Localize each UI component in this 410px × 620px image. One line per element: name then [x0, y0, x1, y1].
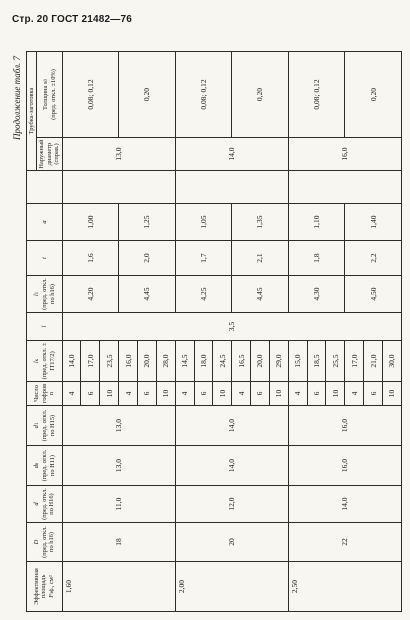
header-a: a	[27, 204, 63, 241]
cell-thick: 0,08; 0,12	[175, 52, 232, 138]
cell-l1: 4,45	[232, 276, 289, 313]
cell-n: 6	[194, 382, 213, 406]
header-t: t	[27, 241, 63, 276]
cell-D: 20	[175, 523, 288, 562]
page-header: Стр. 20 ГОСТ 21482—76	[12, 14, 132, 25]
header-row-1	[27, 52, 37, 612]
cell-lk: 20,0	[251, 341, 270, 382]
cell-l1: 4,25	[175, 276, 232, 313]
cell-D: 18	[62, 523, 175, 562]
cell-d1: 14,0	[175, 406, 288, 446]
cell-lk: 16,0	[119, 341, 138, 382]
cell-n: 4	[232, 382, 251, 406]
cell-n: 4	[119, 382, 138, 406]
cell-n: 10	[213, 382, 232, 406]
cell-l1: 4,50	[345, 276, 402, 313]
cell-blank	[175, 171, 288, 204]
cell-lk: 23,5	[100, 341, 119, 382]
cell-n: 6	[307, 382, 326, 406]
cell-dv: 14,0	[175, 446, 288, 486]
cell-lk: 29,0	[269, 341, 288, 382]
header-D: D (пред. откл. по h16)	[27, 523, 63, 562]
cell-lk: 21,0	[364, 341, 383, 382]
cell-l: 3,5	[62, 313, 401, 341]
header-d: d (пред. откл. по H16)	[27, 486, 63, 523]
cell-blank	[62, 171, 175, 204]
header-d1: d1 (пред. откл. по H15)	[27, 406, 63, 446]
cell-blank	[288, 171, 401, 204]
cell-d1: 13,0	[62, 406, 175, 446]
cell-n: 10	[269, 382, 288, 406]
header-l: l	[27, 313, 63, 341]
cell-t: 1,8	[288, 241, 345, 276]
cell-dv: 16,0	[288, 446, 401, 486]
cell-a: 1,25	[119, 204, 176, 241]
cell-n: 6	[138, 382, 157, 406]
cell-outer: 14,0	[175, 138, 288, 171]
header-area: Эффективная площадь Fэф., см²	[27, 562, 63, 612]
cell-d: 11,0	[62, 486, 175, 523]
cell-thick: 0,08; 0,12	[288, 52, 345, 138]
cell-lk: 18,5	[307, 341, 326, 382]
cell-lk: 25,5	[326, 341, 345, 382]
rotated-table-block	[10, 52, 402, 612]
cell-thick: 0,08; 0,12	[62, 52, 119, 138]
header-n: Число гофров n	[27, 382, 63, 406]
cell-thick: 0,20	[119, 52, 176, 138]
cell-lk: 28,0	[156, 341, 175, 382]
cell-outer: 16,0	[288, 138, 401, 171]
cell-l1: 4,30	[288, 276, 345, 313]
header-tube: Трубка-заготовка	[27, 52, 37, 171]
cell-n: 10	[156, 382, 175, 406]
cell-a: 1,00	[62, 204, 119, 241]
cell-d: 14,0	[288, 486, 401, 523]
cell-t: 2,0	[119, 241, 176, 276]
cell-area: 1,60	[62, 562, 175, 612]
cell-t: 1,7	[175, 241, 232, 276]
cell-t: 1,6	[62, 241, 119, 276]
cell-outer: 13,0	[62, 138, 175, 171]
cell-n: 4	[288, 382, 307, 406]
header-l1: l1 (пред. откл. по h16)	[27, 276, 63, 313]
header-lk: lк (пред. откл. ± IT17/2)	[27, 341, 63, 382]
cell-thick: 0,20	[345, 52, 402, 138]
cell-a: 1,35	[232, 204, 289, 241]
cell-a: 1,10	[288, 204, 345, 241]
cell-n: 6	[251, 382, 270, 406]
cell-n: 10	[382, 382, 401, 406]
header-thick: Толщина s0 (пред. откл. ±10%)	[37, 52, 62, 138]
cell-n: 6	[81, 382, 100, 406]
header-blank	[27, 171, 63, 204]
cell-d: 12,0	[175, 486, 288, 523]
cell-n: 10	[326, 382, 345, 406]
cell-lk: 16,5	[232, 341, 251, 382]
cell-lk: 15,0	[288, 341, 307, 382]
cell-l1: 4,20	[62, 276, 119, 313]
header-dv: dв (пред. откл. по H11)	[27, 446, 63, 486]
header-outer: Наружный диаметр (справ.)	[38, 139, 61, 169]
cell-D: 22	[288, 523, 401, 562]
cell-lk: 20,0	[138, 341, 157, 382]
cell-t: 2,1	[232, 241, 289, 276]
cell-lk: 14,5	[175, 341, 194, 382]
cell-n: 4	[345, 382, 364, 406]
cell-l1: 4,45	[119, 276, 176, 313]
cell-a: 1,05	[175, 204, 232, 241]
cell-lk: 18,0	[194, 341, 213, 382]
continuation-title: Продолжение табл. 7	[12, 56, 22, 140]
cell-lk: 14,0	[62, 341, 81, 382]
cell-n: 6	[364, 382, 383, 406]
cell-lk: 17,0	[81, 341, 100, 382]
cell-dv: 13,0	[62, 446, 175, 486]
table-row	[62, 52, 81, 612]
cell-lk: 17,0	[345, 341, 364, 382]
cell-d1: 16,0	[288, 406, 401, 446]
table-body	[62, 52, 401, 612]
cell-n: 10	[100, 382, 119, 406]
cell-area: 2,00	[175, 562, 288, 612]
cell-n: 4	[175, 382, 194, 406]
cell-thick: 0,20	[232, 52, 289, 138]
cell-area: 2,50	[288, 562, 401, 612]
cell-n: 4	[62, 382, 81, 406]
spec-table	[26, 51, 402, 612]
cell-lk: 30,0	[382, 341, 401, 382]
cell-lk: 24,5	[213, 341, 232, 382]
cell-a: 1,40	[345, 204, 402, 241]
cell-t: 2,2	[345, 241, 402, 276]
